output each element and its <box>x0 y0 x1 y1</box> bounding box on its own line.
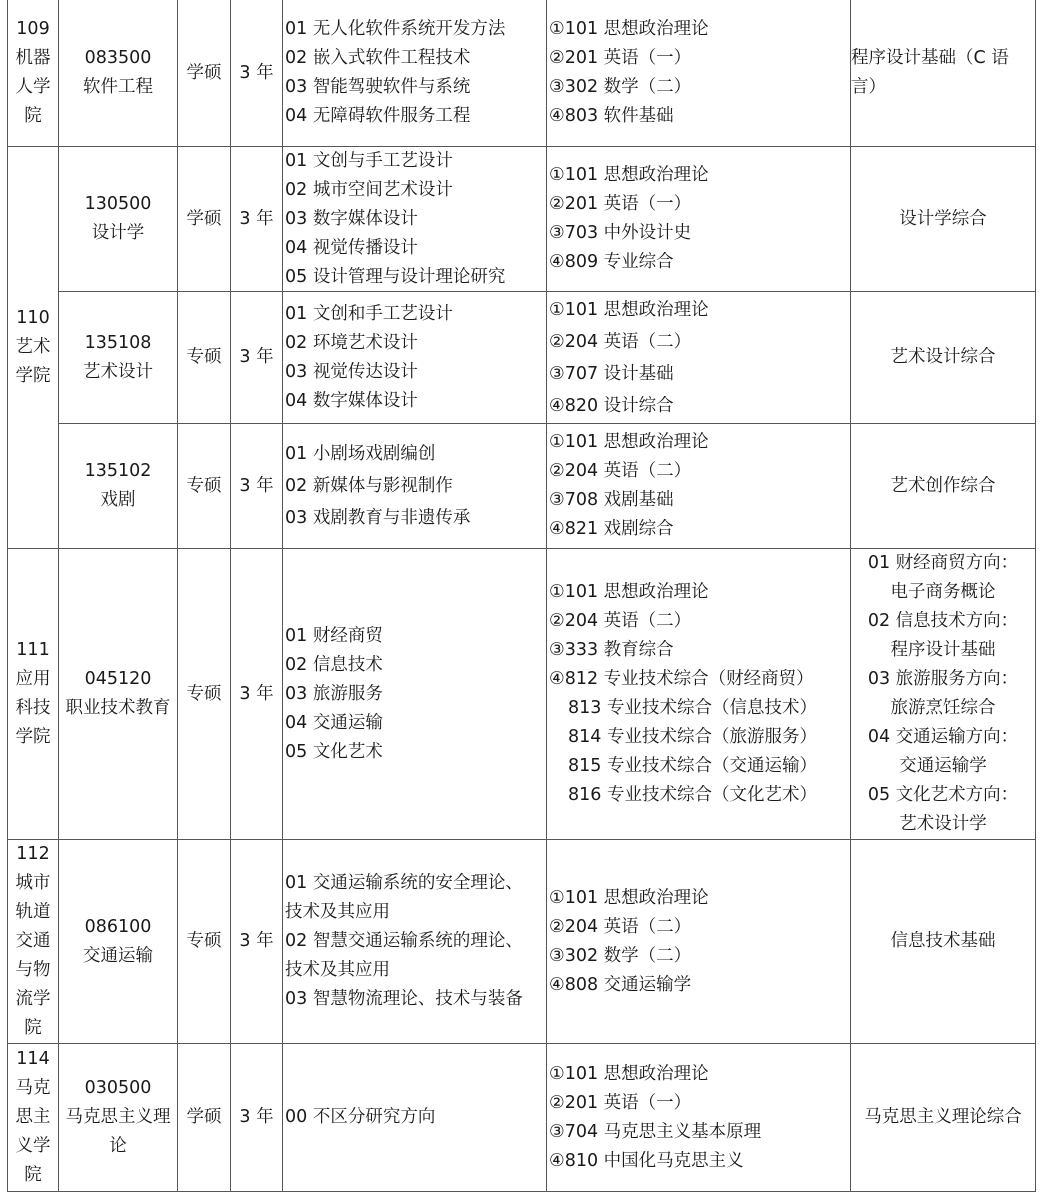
major-cell: 030500 马克思主义理 论 <box>65 1078 171 1156</box>
degree-type-cell: 学硕 <box>186 1107 222 1127</box>
degree-type-cell: 专硕 <box>186 475 222 496</box>
research-directions-cell: 01 交通运输系统的安全理论、 技术及其应用 02 智慧交通运输系统的理论、 技术及其应用 03 智慧物流理论、技术与装备 <box>285 873 523 1009</box>
exam-subjects-cell: ①101 思想政治理论 ②204 英语（二） ③708 戏剧基础 ④821 戏剧综合 <box>549 432 709 539</box>
college-cell: 112 城市 轨道 交通 与物 流学 院 <box>15 844 51 1038</box>
exam-subjects-cell: ①101 思想政治理论 ②201 英语（一） ③302 数学（二） ④803 软件基础 <box>549 19 709 126</box>
major-cell: 135108 艺术设计 <box>83 332 153 382</box>
exam-subjects-cell: ①101 思想政治理论 ②201 英语（一） ③704 马克思主义基本原理 ④810 中国化马克思主义 <box>549 1063 762 1171</box>
duration-cell: 3 年 <box>239 62 274 83</box>
college-cell: 114 马克 思主 义学 院 <box>15 1049 51 1185</box>
exam-subjects-cell: ①101 思想政治理论 ②204 英语（二） ③707 设计基础 ④820 设计综合 <box>549 299 709 416</box>
degree-type-cell: 专硕 <box>186 347 222 367</box>
duration-cell: 3 年 <box>239 475 274 496</box>
major-cell: 086100 交通运输 <box>83 916 153 966</box>
retest-subject-cell: 程序设计基础（C 语言） <box>851 48 1009 97</box>
grid-line <box>1035 0 1036 1192</box>
retest-subject-cell: 马克思主义理论综合 <box>864 1107 1022 1127</box>
major-cell: 135102 戏剧 <box>84 461 152 510</box>
major-cell: 083500 软件工程 <box>83 48 153 97</box>
exam-subjects-cell: ①101 思想政治理论 ②204 英语（二） ③333 教育综合 ④812 专业技术综合（财经商贸） 813 专业技术综合（信息技术） 814 专业技术综合（旅游服务） 815 专业技术综合（交通运输） 816 专业技术综合（文化艺术） <box>549 582 817 805</box>
research-directions-cell: 01 文创和手工艺设计 02 环境艺术设计 03 视觉传达设计 04 数字媒体设计 <box>285 303 453 411</box>
duration-cell: 3 年 <box>239 1107 274 1127</box>
degree-type-cell: 学硕 <box>186 208 222 229</box>
duration-cell: 3 年 <box>239 931 274 951</box>
duration-cell: 3 年 <box>239 347 274 367</box>
grid-line <box>7 1191 1036 1192</box>
retest-subject-cell: 艺术创作综合 <box>890 475 996 496</box>
college-cell: 110 艺术 学院 <box>15 308 51 386</box>
degree-type-cell: 专硕 <box>186 683 222 704</box>
retest-subject-cell: 艺术设计综合 <box>890 347 996 367</box>
retest-subject-cell: 设计学综合 <box>899 208 987 229</box>
retest-subject-cell: 01 财经商贸方向： 电子商务概论 02 信息技术方向： 程序设计基础 03 旅游服务方向： 旅游烹饪综合 04 交通运输方向： 交通运输学 05 文化艺术方向： 艺术设计学 <box>867 553 1019 834</box>
research-directions-cell: 01 小剧场戏剧编创 02 新媒体与影视制作 03 戏剧教育与非遗传承 <box>285 444 471 528</box>
retest-subject-cell: 信息技术基础 <box>890 931 996 951</box>
college-cell: 111 应用 科技 学院 <box>15 640 51 747</box>
major-cell: 045120 职业技术教育 <box>65 669 171 718</box>
exam-subjects-cell: ①101 思想政治理论 ②201 英语（一） ③703 中外设计史 ④809 专业综合 <box>549 165 709 272</box>
research-directions-cell: 01 财经商贸 02 信息技术 03 旅游服务 04 交通运输 05 文化艺术 <box>285 625 383 762</box>
duration-cell: 3 年 <box>239 208 274 229</box>
duration-cell: 3 年 <box>239 683 274 704</box>
major-cell: 130500 设计学 <box>84 194 152 243</box>
exam-subjects-cell: ①101 思想政治理论 ②204 英语（二） ③302 数学（二） ④808 交通运输学 <box>549 887 709 995</box>
college-cell: 109 机器 人学 院 <box>15 19 51 126</box>
research-directions-cell: 01 文创与手工艺设计 02 城市空间艺术设计 03 数字媒体设计 04 视觉传播设计 05 设计管理与设计理论研究 <box>285 150 506 287</box>
degree-type-cell: 学硕 <box>186 62 222 83</box>
research-directions-cell: 00 不区分研究方向 <box>285 1107 436 1127</box>
degree-type-cell: 专硕 <box>186 931 222 951</box>
research-directions-cell: 01 无人化软件系统开发方法 02 嵌入式软件工程技术 03 智能驾驶软件与系统 04 无障碍软件服务工程 <box>285 19 506 126</box>
